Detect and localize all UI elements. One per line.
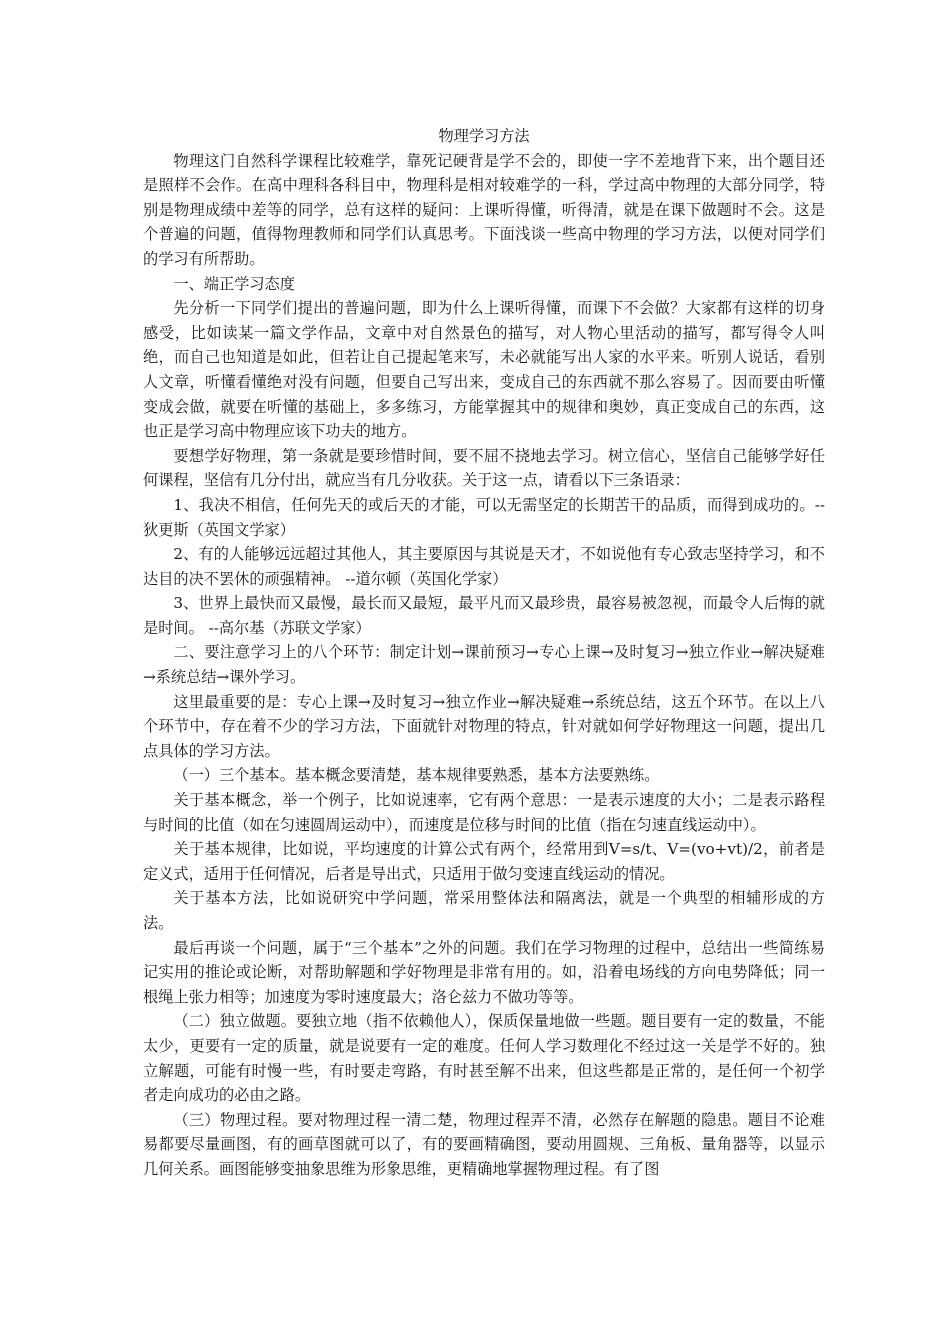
subsection-1-paragraph-1: 关于基本概念，举一个例子，比如说速率，它有两个意思：一是表示速度的大小；二是表示路程与时间的比值（如在匀速圆周运动中），而速度是位移与时间的比值（指在匀速直线运动中）。 [143,791,825,834]
quote-1: 1、我决不相信，任何先天的或后天的才能，可以无需坚定的长期苦干的品质，而得到成功的。--狄更斯（英国文学家） [143,495,825,539]
subsection-1-paragraph-2: 关于基本规律，比如说，平均速度的计算公式有两个，经常用到V=s/t、V=(vo+vt)/2，前者是定义式，适用于任何情况，后者是导出式，只适用于做匀变速直线运动的情况。 [143,840,825,883]
section-1-heading: 一、端正学习态度 [173,274,295,293]
quote-3: 3、世界上最快而又最慢，最长而又最短，最平凡而又最珍贵，最容易被忽视，而最令人后悔的就是时间。 --高尔基（苏联文学家） [143,594,825,637]
document-body [143,124,825,1182]
intro-paragraph: 物理这门自然科学课程比较难学，靠死记硬背是学不会的，即使一字不差地背下来，出个题目还是照样不会作。在高中理科各科目中，物理科是相对较难学的一科，学过高中物理的大部分同学，特别是物理成绩中差等的同学，总有这样的疑问：上课听得懂，听得清，就是在课下做题时不会。这是个普遍的问题，值得物理教师和同学们认真思考。下面浅谈一些高中物理的学习方法，以便对同学们的学习有所帮助。 [143,151,825,268]
subsection-1-paragraph-3: 关于基本方法，比如说研究中学问题，常采用整体法和隔离法，就是一个典型的相辅形成的方法。 [143,889,825,932]
section-2-paragraph-1: 这里最重要的是：专心上课→及时复习→独立作业→解决疑难→系统总结，这五个环节。在以上八个环节中，存在着不少的学习方法，下面就针对物理的特点，针对就如何学好物理这一问题，提出几点具体的学习方法。 [143,692,825,760]
subsection-1-heading: （一）三个基本。基本概念要清楚，基本规律要熟悉，基本方法要熟练。 [173,766,660,785]
document-title: 物理学习方法 [438,127,530,145]
section-2-heading: 二、要注意学习上的八个环节：制定计划→课前预习→专心上课→及时复习→独立作业→解决疑难→系统总结→课外学习。 [143,643,825,687]
section-1-paragraph-2: 要想学好物理，第一条就是要珍惜时间，要不屈不挠地去学习。树立信心，坚信自己能够学好任何课程，坚信有几分付出，就应当有几分收获。关于这一点，请看以下三条语录： [143,446,825,490]
quote-2: 2、有的人能够远远超过其他人，其主要原因与其说是天才，不如说他有专心致志坚持学习，和不达目的决不罢休的顽强精神。 --道尔顿（英国化学家） [143,545,825,588]
section-1-paragraph-1: 先分析一下同学们提出的普遍问题，即为什么上课听得懂，而课下不会做？大家都有这样的切身感受，比如读某一篇文学作品，文章中对自然景色的描写，对人物心里活动的描写，都写得令人叫绝，而自己也知道是如此，但若让自己提起笔来写，未必就能写出人家的水平来。听别人说话，看别人文章，听懂看懂绝对没有问题，但要自己写出来，变成自己的东西就不那么容易了。因而要由听懂变成会做，就要在听懂的基础上，多多练习，方能掌握其中的规律和奥妙，真正变成自己的东西，这也正是学习高中物理应该下功夫的地方。 [143,299,825,441]
subsection-3-paragraph: （三）物理过程。要对物理过程一清二楚，物理过程弄不清，必然存在解题的隐患。题目不论难易都要尽量画图，有的画草图就可以了，有的要画精确图，要动用圆规、三角板、量角器等，以显示几何关系。画图能够变抽象思维为形象思维，更精确地掌握物理过程。有了图 [143,1110,825,1178]
subsection-1-paragraph-4: 最后再谈一个问题，属于“三个基本”之外的问题。我们在学习物理的过程中，总结出一些简练易记实用的推论或论断，对帮助解题和学好物理是非常有用的。如，沿着电场线的方向电势降低；同一根绳上张力相等；加速度为零时速度最大；洛仑兹力不做功等等。 [143,938,825,1006]
subsection-2-paragraph: （二）独立做题。要独立地（指不依赖他人），保质保量地做一些题。题目要有一定的数量，不能太少，更要有一定的质量，就是说要有一定的难度。任何人学习数理化不经过这一关是学不好的。独立解题，可能有时慢一些，有时要走弯路，有时甚至解不出来，但这些都是正常的，是任何一个初学者走向成功的必由之路。 [143,1012,825,1105]
